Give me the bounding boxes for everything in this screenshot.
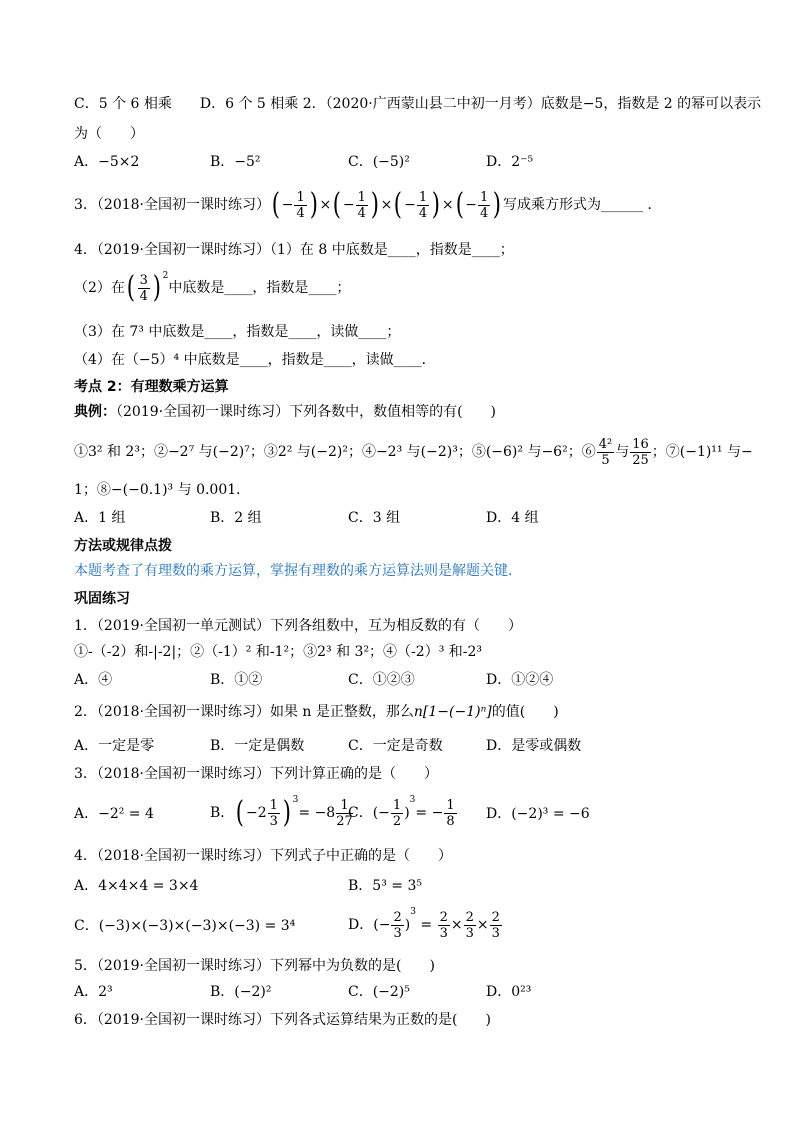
q4-line1: 4．（2019·全国初一课时练习）（1）在 8 中底数是____，指数是____； (74, 242, 514, 258)
p4-option-a: A．4×4×4 = 3×4 (74, 878, 199, 894)
p4-option-b: B．5³ = 3⁵ (348, 878, 422, 894)
p3-option-c: C． (− $\frac{1}{2}$ ) $^3$ = − $\frac{1}{8}$ (348, 795, 455, 829)
q3-prefix: 3．（2018·全国初一课时练习） (74, 197, 270, 213)
q1-option-c: C．(−5)² (348, 154, 410, 170)
q3-line: 3．（2018·全国初一课时练习） ( − $\frac{1}{4}$ ) × ( − $\frac{1}{4}$ ) × ( − $\frac{1}{4}$ ) × ( − $\frac{1}{4}$ ) 写成乘方形式为______ ． (74, 187, 662, 222)
p2-option-d: D．是零或偶数 (486, 738, 582, 754)
kp2-option-d: D．4 组 (486, 510, 539, 526)
p4-option-c: C．(−3)×(−3)×(−3)×(−3) = 3⁴ (74, 918, 296, 934)
q4-fraction: $\frac{3}{4}$ (139, 272, 148, 304)
kp2-example: 典例：（2019·全国初一课时练习）下列各数中，数值相等的有( ) (74, 404, 497, 420)
kp2-option-c: C．3 组 (348, 510, 401, 526)
p2-stem: 2．（2018·全国初一课时练习）如果 n 是正整数，那么n[1−(−1)ⁿ]的值( ) (74, 704, 559, 720)
practice-title: 巩固练习 (74, 591, 130, 607)
kp2-option-b: B．2 组 (210, 510, 262, 526)
p3-option-b: B． ( −2 $\frac{1}{3}$ ) $^3$ = −8 $\frac{1}{27}$ (210, 795, 353, 830)
p1-items: ①-（-2）和-|-2|；②（-1）² 和-1²；③2³ 和 3²；④（-2）³ 和-2³ (74, 644, 483, 660)
kp2-items-line2: 1；⑧−(−0.1)³ 与 0.001． (74, 482, 251, 498)
p1-option-c: C．①②③ (348, 672, 415, 688)
q3-fraction-2: $\frac{1}{4}$ (357, 189, 366, 221)
p3-option-d: D．(−2)³ = −6 (486, 806, 590, 822)
q3-suffix: 写成乘方形式为______ ． (503, 197, 662, 213)
p1-option-d: D．①②④ (486, 672, 554, 688)
q4-part4: （4）在（−5）⁴ 中底数是____，指数是____，读做____． (74, 352, 436, 368)
kp2-items: ①3² 和 2³；②−2⁷ 与(−2)⁷；③2² 与(−2)²；④−2³ 与(−2)³；⑤(−6)² 与−6²；⑥ $\frac{\text{4²}}{5}$ 与 $\frac{16}{25}$ ；⑦(−1)¹¹ 与− (74, 436, 753, 468)
p5-option-b: B．(−2)² (210, 984, 272, 1000)
p1-option-b: B．①② (210, 672, 263, 688)
p1-option-a: A．④ (74, 672, 113, 688)
p6-stem: 6．（2019·全国初一课时练习）下列各式运算结果为正数的是( ) (74, 1012, 491, 1028)
q1-option-a: A．−5×2 (74, 154, 140, 170)
q4-part3: （3）在 7³ 中底数是____，指数是____，读做____； (74, 324, 401, 340)
method-title: 方法或规律点拨 (74, 538, 172, 554)
p2-option-c: C．一定是奇数 (348, 738, 443, 754)
q3-fraction-1: $\frac{1}{4}$ (296, 189, 305, 221)
p5-option-d: D．0²³ (486, 984, 532, 1000)
kp2-option-a: A．1 组 (74, 510, 126, 526)
p2-option-b: B．一定是偶数 (210, 738, 305, 754)
kp2-title: 考点 2：有理数乘方运算 (74, 379, 229, 395)
p1-stem: 1．（2019·全国初一单元测试）下列各组数中，互为相反数的有（ ） (74, 618, 522, 634)
q4-part2: （2）在 ( $\frac{3}{4}$ ) $^2$ 中底数是____，指数是____； (74, 270, 351, 305)
q1-option-d: D．2⁻⁵ (486, 154, 534, 170)
p5-option-c: C．(−2)⁵ (348, 984, 410, 1000)
p3-option-a: A．−2² = 4 (74, 806, 154, 822)
q1-line2: 为（ ） (74, 126, 144, 142)
q3-fraction-4: $\frac{1}{4}$ (480, 189, 489, 221)
p2-option-a: A．一定是零 (74, 738, 155, 754)
q1-line1: C．5 个 6 相乘 D．6 个 5 相乘 2．（2020·广西蒙山县二中初一月考）底数是−5，指数是 2 的幂可以表示 (74, 96, 762, 112)
p4-option-d: D． (− $\frac{2}{3}$ ) $^3$ = $\frac{2}{3}$ × $\frac{2}{3}$ × $\frac{2}{3}$ (348, 907, 500, 941)
p5-option-a: A．2³ (74, 984, 113, 1000)
q1-option-b: B．−5² (210, 154, 261, 170)
p3-stem: 3．（2018·全国初一课时练习）下列计算正确的是（ ） (74, 766, 438, 782)
method-text: 本题考查了有理数的乘方运算，掌握有理数的乘方运算法则是解题关键． (74, 563, 522, 579)
p5-stem: 5．（2019·全国初一课时练习）下列幂中为负数的是( ) (74, 958, 435, 974)
p4-stem: 4．（2018·全国初一课时练习）下列式子中正确的是（ ） (74, 848, 452, 864)
q3-fraction-3: $\frac{1}{4}$ (418, 189, 428, 221)
